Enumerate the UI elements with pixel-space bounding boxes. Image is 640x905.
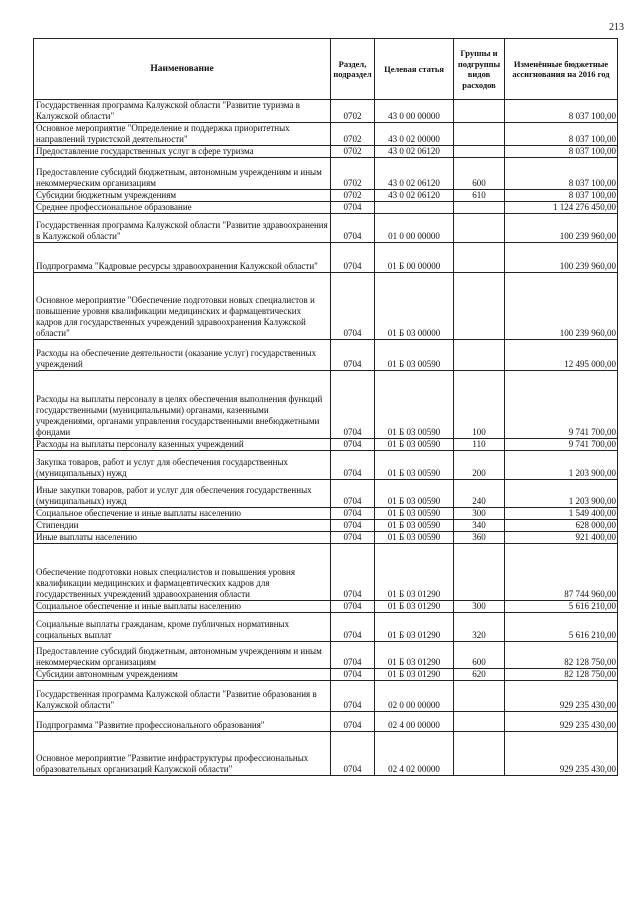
row-article: 01 Б 03 00590 xyxy=(375,520,454,532)
row-article: 01 Б 03 00590 xyxy=(375,508,454,520)
row-group: 300 xyxy=(454,508,505,520)
row-name: Социальные выплаты гражданам, кроме публичных нормативных социальных выплат xyxy=(34,613,331,642)
row-group: 300 xyxy=(454,601,505,613)
row-group xyxy=(454,123,505,146)
row-group xyxy=(454,732,505,776)
row-amount: 100 239 960,00 xyxy=(505,243,618,273)
row-amount: 929 235 430,00 xyxy=(505,732,618,776)
row-article: 01 Б 03 00590 xyxy=(375,439,454,451)
table-row xyxy=(34,520,618,532)
table-row xyxy=(34,214,618,243)
table-row xyxy=(34,158,618,190)
row-amount: 12 495 000,00 xyxy=(505,340,618,371)
row-amount: 1 203 900,00 xyxy=(505,451,618,480)
row-group: 610 xyxy=(454,190,505,202)
table-row xyxy=(34,508,618,520)
row-group: 340 xyxy=(454,520,505,532)
row-article: 01 Б 03 00590 xyxy=(375,480,454,508)
table-row xyxy=(34,712,618,732)
row-section: 0702 xyxy=(331,146,375,158)
row-section: 0702 xyxy=(331,100,375,123)
row-amount: 8 037 100,00 xyxy=(505,158,618,190)
row-section: 0702 xyxy=(331,123,375,146)
row-amount: 929 235 430,00 xyxy=(505,681,618,712)
table-row xyxy=(34,532,618,544)
row-article: 01 Б 03 01290 xyxy=(375,642,454,669)
table-row xyxy=(34,544,618,601)
row-name: Иные выплаты населению xyxy=(34,532,331,544)
row-amount: 921 400,00 xyxy=(505,532,618,544)
header-name: Наименование xyxy=(34,39,331,100)
table-row xyxy=(34,202,618,214)
table-row xyxy=(34,123,618,146)
row-section: 0704 xyxy=(331,340,375,371)
row-group xyxy=(454,100,505,123)
row-article: 43 0 02 00000 xyxy=(375,123,454,146)
row-amount: 9 741 700,00 xyxy=(505,439,618,451)
row-name: Субсидии автономным учреждениям xyxy=(34,669,331,681)
table-row xyxy=(34,480,618,508)
page-number: 213 xyxy=(609,22,624,33)
row-section: 0704 xyxy=(331,642,375,669)
row-article: 01 Б 03 00590 xyxy=(375,371,454,439)
row-section: 0702 xyxy=(331,158,375,190)
row-amount: 1 549 400,00 xyxy=(505,508,618,520)
row-group xyxy=(454,681,505,712)
row-section: 0704 xyxy=(331,732,375,776)
row-name: Субсидии бюджетным учреждениям xyxy=(34,190,331,202)
row-section: 0702 xyxy=(331,190,375,202)
row-article: 43 0 00 00000 xyxy=(375,100,454,123)
row-section: 0704 xyxy=(331,371,375,439)
row-amount: 82 128 750,00 xyxy=(505,669,618,681)
row-section: 0704 xyxy=(331,273,375,340)
row-amount: 100 239 960,00 xyxy=(505,273,618,340)
header-row xyxy=(34,39,618,100)
row-section: 0704 xyxy=(331,214,375,243)
row-section: 0704 xyxy=(331,532,375,544)
header-article: Целевая статья xyxy=(375,39,454,100)
row-amount: 8 037 100,00 xyxy=(505,146,618,158)
row-name: Подпрограмма "Развитие профессионального образования" xyxy=(34,712,331,732)
row-group xyxy=(454,202,505,214)
row-group: 600 xyxy=(454,642,505,669)
table-row xyxy=(34,146,618,158)
row-group xyxy=(454,146,505,158)
row-section: 0704 xyxy=(331,439,375,451)
row-group: 110 xyxy=(454,439,505,451)
row-article: 02 4 00 00000 xyxy=(375,712,454,732)
row-article: 43 0 02 06120 xyxy=(375,190,454,202)
row-article: 01 Б 00 00000 xyxy=(375,243,454,273)
row-article: 01 Б 03 00590 xyxy=(375,340,454,371)
row-amount: 9 741 700,00 xyxy=(505,371,618,439)
table-row xyxy=(34,273,618,340)
table-row xyxy=(34,340,618,371)
row-amount: 8 037 100,00 xyxy=(505,190,618,202)
row-amount: 5 616 210,00 xyxy=(505,601,618,613)
row-article: 01 Б 03 01290 xyxy=(375,601,454,613)
row-name: Государственная программа Калужской области "Развитие туризма в Калужской области" xyxy=(34,100,331,123)
row-group: 600 xyxy=(454,158,505,190)
row-article: 02 0 00 00000 xyxy=(375,681,454,712)
row-amount: 1 203 900,00 xyxy=(505,480,618,508)
row-name: Среднее профессиональное образование xyxy=(34,202,331,214)
table-row xyxy=(34,732,618,776)
budget-table xyxy=(33,38,618,776)
row-section: 0704 xyxy=(331,544,375,601)
row-group: 620 xyxy=(454,669,505,681)
row-section: 0704 xyxy=(331,669,375,681)
row-article: 01 Б 03 00590 xyxy=(375,532,454,544)
row-name: Государственная программа Калужской области "Развитие образования в Калужской области" xyxy=(34,681,331,712)
row-name: Стипендии xyxy=(34,520,331,532)
row-name: Предоставление субсидий бюджетным, автономным учреждениям и иным некоммерческим организациям xyxy=(34,642,331,669)
table-row xyxy=(34,681,618,712)
row-section: 0704 xyxy=(331,613,375,642)
row-amount: 8 037 100,00 xyxy=(505,123,618,146)
row-group xyxy=(454,340,505,371)
row-article: 01 Б 03 01290 xyxy=(375,544,454,601)
row-section: 0704 xyxy=(331,601,375,613)
row-section: 0704 xyxy=(331,202,375,214)
row-article: 01 Б 03 01290 xyxy=(375,613,454,642)
table-row xyxy=(34,642,618,669)
row-amount: 8 037 100,00 xyxy=(505,100,618,123)
row-group: 200 xyxy=(454,451,505,480)
row-group xyxy=(454,712,505,732)
row-group: 320 xyxy=(454,613,505,642)
row-article: 02 4 02 00000 xyxy=(375,732,454,776)
header-group: Группы и подгруппы видов расходов xyxy=(454,39,505,100)
table-row xyxy=(34,613,618,642)
table-row xyxy=(34,371,618,439)
row-name: Иные закупки товаров, работ и услуг для обеспечения государственных (муниципальных) нужд xyxy=(34,480,331,508)
row-group xyxy=(454,243,505,273)
row-name: Основное мероприятие "Развитие инфраструктуры профессиональных образовательных организаций Калужской области" xyxy=(34,732,331,776)
header-amount: Изменённые бюджетные ассигнования на 2016 год xyxy=(505,39,618,100)
table-row xyxy=(34,451,618,480)
row-article: 43 0 02 06120 xyxy=(375,146,454,158)
row-group xyxy=(454,214,505,243)
row-section: 0704 xyxy=(331,681,375,712)
row-article: 01 Б 03 00000 xyxy=(375,273,454,340)
row-section: 0704 xyxy=(331,712,375,732)
row-group: 240 xyxy=(454,480,505,508)
table-row xyxy=(34,601,618,613)
row-name: Предоставление субсидий бюджетным, автономным учреждениям и иным некоммерческим организациям xyxy=(34,158,331,190)
row-name: Предоставление государственных услуг в сфере туризма xyxy=(34,146,331,158)
header-section: Раздел, подраздел xyxy=(331,39,375,100)
row-section: 0704 xyxy=(331,520,375,532)
row-group: 360 xyxy=(454,532,505,544)
row-article: 43 0 02 06120 xyxy=(375,158,454,190)
table-row xyxy=(34,439,618,451)
table-row xyxy=(34,100,618,123)
row-amount: 87 744 960,00 xyxy=(505,544,618,601)
row-amount: 1 124 276 450,00 xyxy=(505,202,618,214)
row-name: Обеспечение подготовки новых специалистов и повышения уровня квалификации медицинских и фармацевтических кадров для государственных учреждений здравоохранения области xyxy=(34,544,331,601)
row-name: Социальное обеспечение и иные выплаты населению xyxy=(34,601,331,613)
row-amount: 82 128 750,00 xyxy=(505,642,618,669)
row-name: Закупка товаров, работ и услуг для обеспечения государственных (муниципальных) нужд xyxy=(34,451,331,480)
row-name: Подпрограмма "Кадровые ресурсы здравоохранения Калужской области" xyxy=(34,243,331,273)
row-article xyxy=(375,202,454,214)
row-article: 01 Б 03 01290 xyxy=(375,669,454,681)
row-amount: 628 000,00 xyxy=(505,520,618,532)
row-amount: 5 616 210,00 xyxy=(505,613,618,642)
table-body xyxy=(34,100,618,776)
row-group xyxy=(454,273,505,340)
row-amount: 929 235 430,00 xyxy=(505,712,618,732)
row-group: 100 xyxy=(454,371,505,439)
row-amount: 100 239 960,00 xyxy=(505,214,618,243)
row-section: 0704 xyxy=(331,480,375,508)
row-name: Основное мероприятие "Определение и поддержка приоритетных направлений туристской деятельности" xyxy=(34,123,331,146)
row-name: Основное мероприятие "Обеспечение подготовки новых специалистов и повышение уровня квалификации медицинских и фармацевтических кадров для государственных учреждений здравоохранения Калужской области" xyxy=(34,273,331,340)
row-name: Расходы на выплаты персоналу в целях обеспечения выполнения функций государственными (муниципальными) органами, казенными учреждениями, органами управления государственными внебюджетными фондами xyxy=(34,371,331,439)
row-name: Социальное обеспечение и иные выплаты населению xyxy=(34,508,331,520)
row-section: 0704 xyxy=(331,243,375,273)
row-article: 01 0 00 00000 xyxy=(375,214,454,243)
row-group xyxy=(454,544,505,601)
row-article: 01 Б 03 00590 xyxy=(375,451,454,480)
table-row xyxy=(34,190,618,202)
table-row xyxy=(34,243,618,273)
row-name: Государственная программа Калужской области "Развитие здравоохранения в Калужской области" xyxy=(34,214,331,243)
row-section: 0704 xyxy=(331,451,375,480)
row-name: Расходы на обеспечение деятельности (оказание услуг) государственных учреждений xyxy=(34,340,331,371)
row-section: 0704 xyxy=(331,508,375,520)
table-row xyxy=(34,669,618,681)
row-name: Расходы на выплаты персоналу казенных учреждений xyxy=(34,439,331,451)
